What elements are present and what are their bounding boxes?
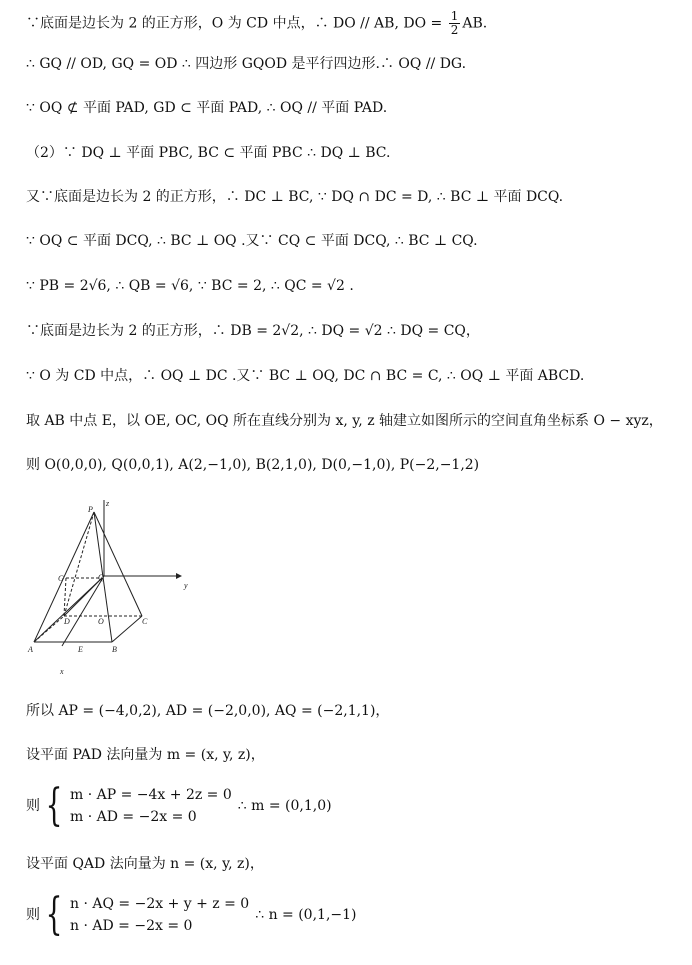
text-line-12: 所以 AP = (−4,0,2), AD = (−2,0,0), AQ = (−2,1,1)， xyxy=(26,703,390,719)
equation-system-2 xyxy=(26,889,357,940)
system-1-result: ∴ m = (0,1,0) xyxy=(237,798,332,814)
system-1-eq2: m · AD = −2x = 0 xyxy=(70,809,197,825)
text-line-14: 设平面 QAD 法向量为 n = (x, y, z)， xyxy=(26,856,264,872)
axis-y-arrow xyxy=(176,573,182,579)
text-line-11: 则 O(0,0,0), Q(0,0,1), A(2,−1,0), B(2,1,0), D(0,−1,0), P(−2,−1,2) xyxy=(26,457,480,473)
system-1-eq1: m · AP = −4x + 2z = 0 xyxy=(70,787,232,803)
label-D: D xyxy=(64,617,70,626)
system-1-prefix: 则 xyxy=(26,798,40,814)
label-A: A xyxy=(28,645,33,654)
left-brace: { xyxy=(45,780,63,831)
edge-BC xyxy=(112,616,142,642)
system-2-eq1: n · AQ = −2x + y + z = 0 xyxy=(70,896,250,912)
coordinate-pyramid-figure xyxy=(26,498,206,676)
label-O: O xyxy=(98,617,104,626)
label-E: E xyxy=(78,645,83,654)
line-1-after: AB. xyxy=(462,15,488,32)
system-2-eq2: n · AD = −2x = 0 xyxy=(70,918,193,934)
label-x: x xyxy=(60,667,64,676)
text-line-5: 又∵底面是边长为 2 的正方形，∴ DC ⊥ BC, ∵ DQ ∩ DC = D, ∴ BC ⊥ 平面 DCQ. xyxy=(26,189,564,205)
text-line-1 xyxy=(26,10,487,37)
label-y: y xyxy=(184,581,188,590)
system-2-prefix: 则 xyxy=(26,907,40,923)
fraction-one-half xyxy=(449,10,461,37)
text-line-3: ∵ OQ ⊄ 平面 PAD, GD ⊂ 平面 PAD, ∴ OQ // 平面 PAD. xyxy=(26,100,388,116)
label-Q: Q xyxy=(98,573,104,582)
text-line-4: （2）∵ DQ ⊥ 平面 PBC, BC ⊂ 平面 PBC ∴ DQ ⊥ BC. xyxy=(26,145,391,161)
left-brace: { xyxy=(45,889,63,940)
text-line-6: ∵ OQ ⊂ 平面 DCQ, ∴ BC ⊥ OQ .又∵ CQ ⊂ 平面 DCQ, ∴ BC ⊥ CQ. xyxy=(26,233,478,249)
text-line-13: 设平面 PAD 法向量为 m = (x, y, z)， xyxy=(26,747,265,763)
equation-system-1 xyxy=(26,780,332,831)
text-line-2: ∴ GQ // OD, GQ = OD ∴ 四边形 GQOD 是平行四边形.∴ OQ // DG. xyxy=(26,56,467,72)
fraction-numerator: 1 xyxy=(450,9,459,23)
text-line-9: ∵ O 为 CD 中点，∴ OQ ⊥ DC .又∵ BC ⊥ OQ, DC ∩ BC = C, ∴ OQ ⊥ 平面 ABCD. xyxy=(26,368,585,384)
label-B: B xyxy=(112,645,117,654)
label-G: G xyxy=(58,574,64,583)
text-line-10: 取 AB 中点 E，以 OE, OC, OQ 所在直线分别为 x, y, z 轴建立如图所示的空间直角坐标系 O − xyz， xyxy=(26,413,663,429)
line-1-text: ∵底面是边长为 2 的正方形，O 为 CD 中点，∴ DO // AB, DO = xyxy=(26,15,447,32)
fraction-denominator: 2 xyxy=(450,23,459,37)
text-line-7: ∵ PB = 2√6, ∴ QB = √6, ∵ BC = 2, ∴ QC = √2 . xyxy=(26,278,354,294)
label-C: C xyxy=(142,617,148,626)
label-z: z xyxy=(106,499,110,508)
text-line-8: ∵底面是边长为 2 的正方形，∴ DB = 2√2, ∴ DQ = √2 ∴ DQ = CQ， xyxy=(26,323,480,339)
label-P: P xyxy=(88,505,93,514)
system-2-result: ∴ n = (0,1,−1) xyxy=(255,907,357,923)
